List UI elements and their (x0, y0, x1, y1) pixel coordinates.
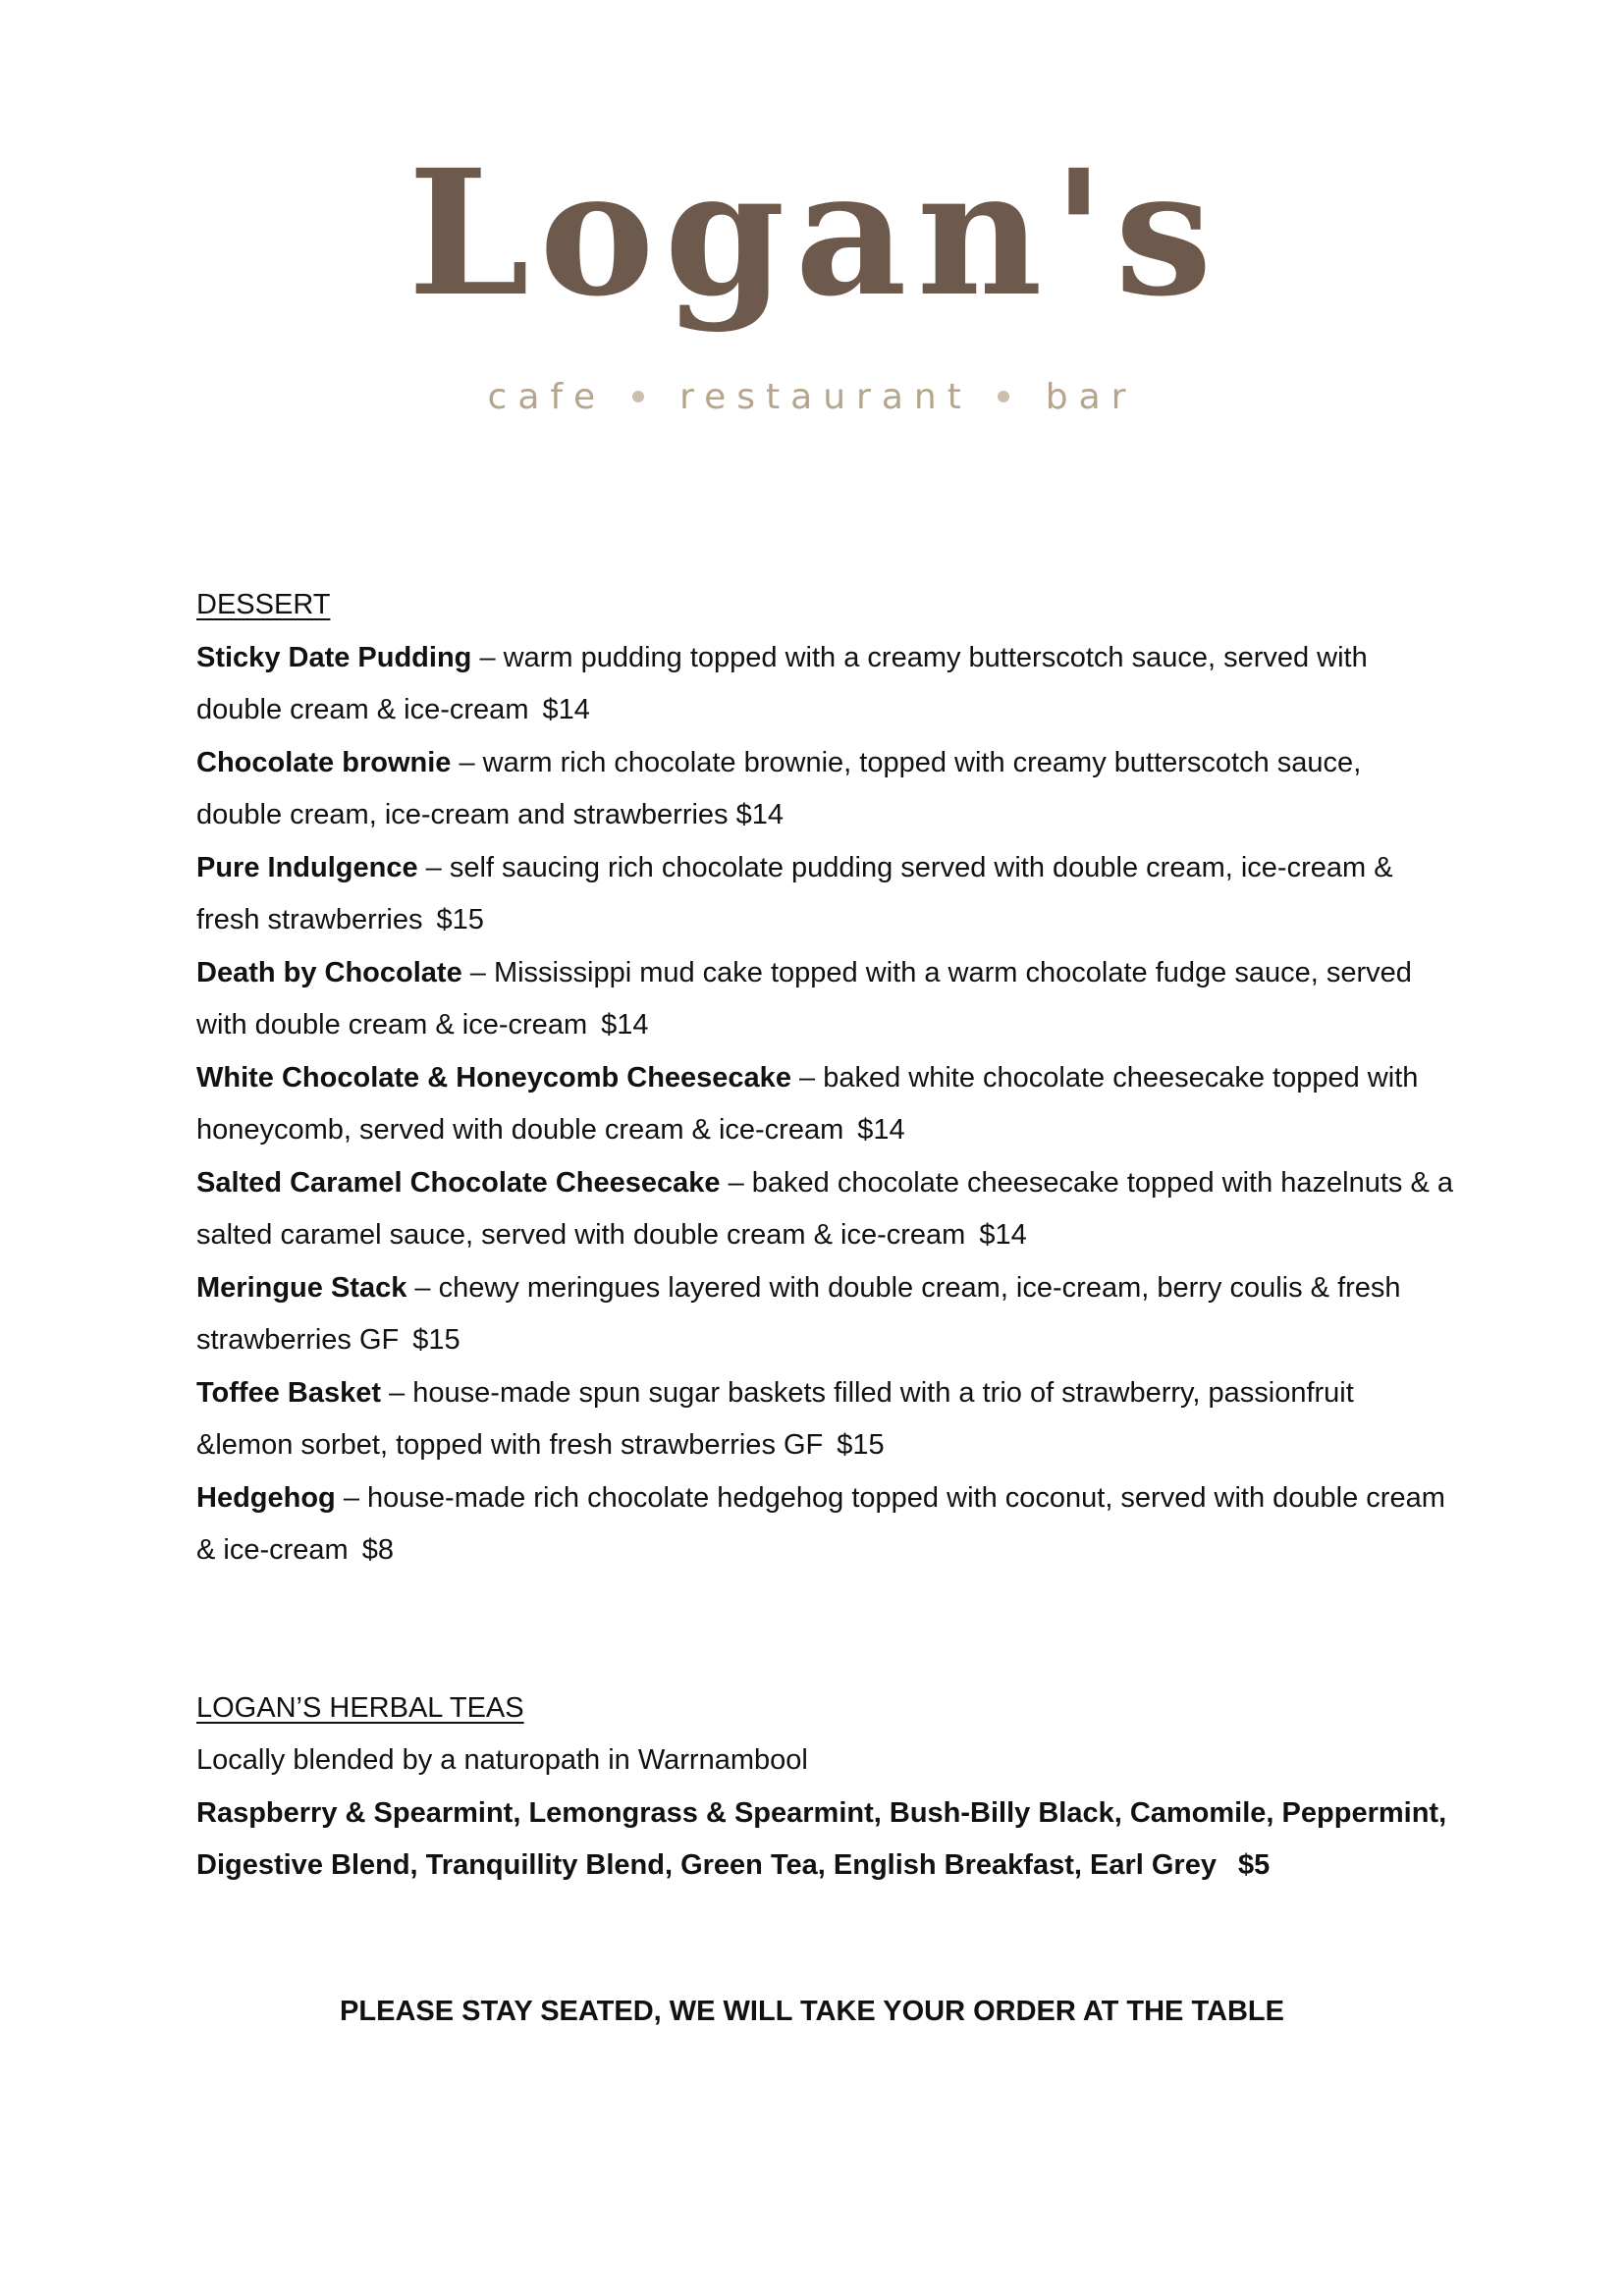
dessert-item-description: – baked chocolate cheesecake topped with hazelnuts & a salted caramel sauce, served with double cream & ice-cream (196, 1166, 1453, 1251)
dessert-item-price: $14 (542, 694, 590, 725)
dessert-item-description: – warm rich chocolate brownie, topped with creamy butterscotch sauce, double cream, ice-cream and strawberries (196, 746, 1362, 830)
logo-wordmark: Logan's (407, 132, 1222, 335)
dessert-item (196, 1262, 1453, 1367)
teas-price: $5 (1237, 1849, 1271, 1881)
dessert-item-name: Sticky Date Pudding (196, 641, 472, 673)
tagline-dot-icon (998, 391, 1009, 402)
tagline-bar: bar (1045, 377, 1137, 417)
dessert-item-name: Meringue Stack (196, 1271, 407, 1304)
dessert-item-price: $14 (735, 799, 785, 830)
dessert-item-price: $15 (436, 904, 484, 935)
tagline-restaurant: restaurant (679, 377, 972, 417)
dessert-item-description: – house-made spun sugar baskets filled with a trio of strawberry, passionfruit &lemon sorbet, topped with fresh strawberries GF (196, 1376, 1354, 1461)
tagline (0, 378, 1624, 417)
dessert-item-name: Pure Indulgence (196, 851, 418, 883)
dessert-item-price: $15 (837, 1429, 885, 1461)
dessert-item (196, 1052, 1453, 1157)
dessert-item-description: – self saucing rich chocolate pudding served with double cream, ice-cream & fresh strawberries (196, 851, 1393, 935)
dessert-heading: DESSERT (196, 589, 331, 620)
dessert-item-price: $14 (857, 1114, 905, 1146)
order-notice: PLEASE STAY SEATED, WE WILL TAKE YOUR ORDER AT THE TABLE (340, 1996, 1284, 2027)
dessert-item-name: Chocolate brownie (196, 746, 452, 778)
dessert-item-name: Toffee Basket (196, 1376, 382, 1409)
dessert-item-price: $15 (412, 1324, 460, 1356)
dessert-item (196, 632, 1453, 737)
menu-content (196, 579, 1453, 1893)
teas-heading: LOGAN’S HERBAL TEAS (196, 1691, 524, 1724)
dessert-item-price: $14 (979, 1219, 1027, 1251)
dessert-list (196, 632, 1453, 1577)
dessert-item (196, 842, 1453, 947)
dessert-item-name: White Chocolate & Honeycomb Cheesecake (196, 1061, 791, 1094)
tagline-dot-icon (632, 391, 644, 402)
dessert-item (196, 1472, 1453, 1577)
dessert-item-name: Hedgehog (196, 1481, 336, 1514)
dessert-item (196, 1157, 1453, 1262)
logo (0, 132, 1624, 335)
dessert-item-description: – chewy meringues layered with double cream, ice-cream, berry coulis & fresh strawberries GF (196, 1271, 1401, 1356)
dessert-item-description: – Mississippi mud cake topped with a warm chocolate fudge sauce, served with double cream & ice-cream (196, 956, 1412, 1041)
teas-list (196, 1788, 1453, 1893)
dessert-item-name: Death by Chocolate (196, 956, 462, 988)
section-spacer (196, 1577, 1453, 1682)
dessert-item-price: $14 (601, 1009, 649, 1041)
teas-intro: Locally blended by a naturopath in Warrnambool (196, 1744, 808, 1776)
dessert-item (196, 737, 1453, 842)
dessert-item (196, 947, 1453, 1052)
dessert-item-price: $8 (361, 1534, 394, 1566)
teas-list-text: Raspberry & Spearmint, Lemongrass & Spearmint, Bush-Billy Black, Camomile, Peppermint, Digestive Blend, Tranquillity Blend, Green Tea, English Breakfast, Earl Grey (196, 1796, 1447, 1881)
tagline-cafe: cafe (487, 377, 607, 417)
dessert-item (196, 1367, 1453, 1472)
dessert-item-name: Salted Caramel Chocolate Cheesecake (196, 1166, 721, 1199)
dessert-item-description: – house-made rich chocolate hedgehog topped with coconut, served with double cream & ice-cream (196, 1481, 1445, 1566)
dessert-item-description: – warm pudding topped with a creamy butterscotch sauce, served with double cream & ice-cream (196, 641, 1368, 725)
dessert-item-description: – baked white chocolate cheesecake topped with honeycomb, served with double cream & ice-cream (196, 1061, 1419, 1146)
